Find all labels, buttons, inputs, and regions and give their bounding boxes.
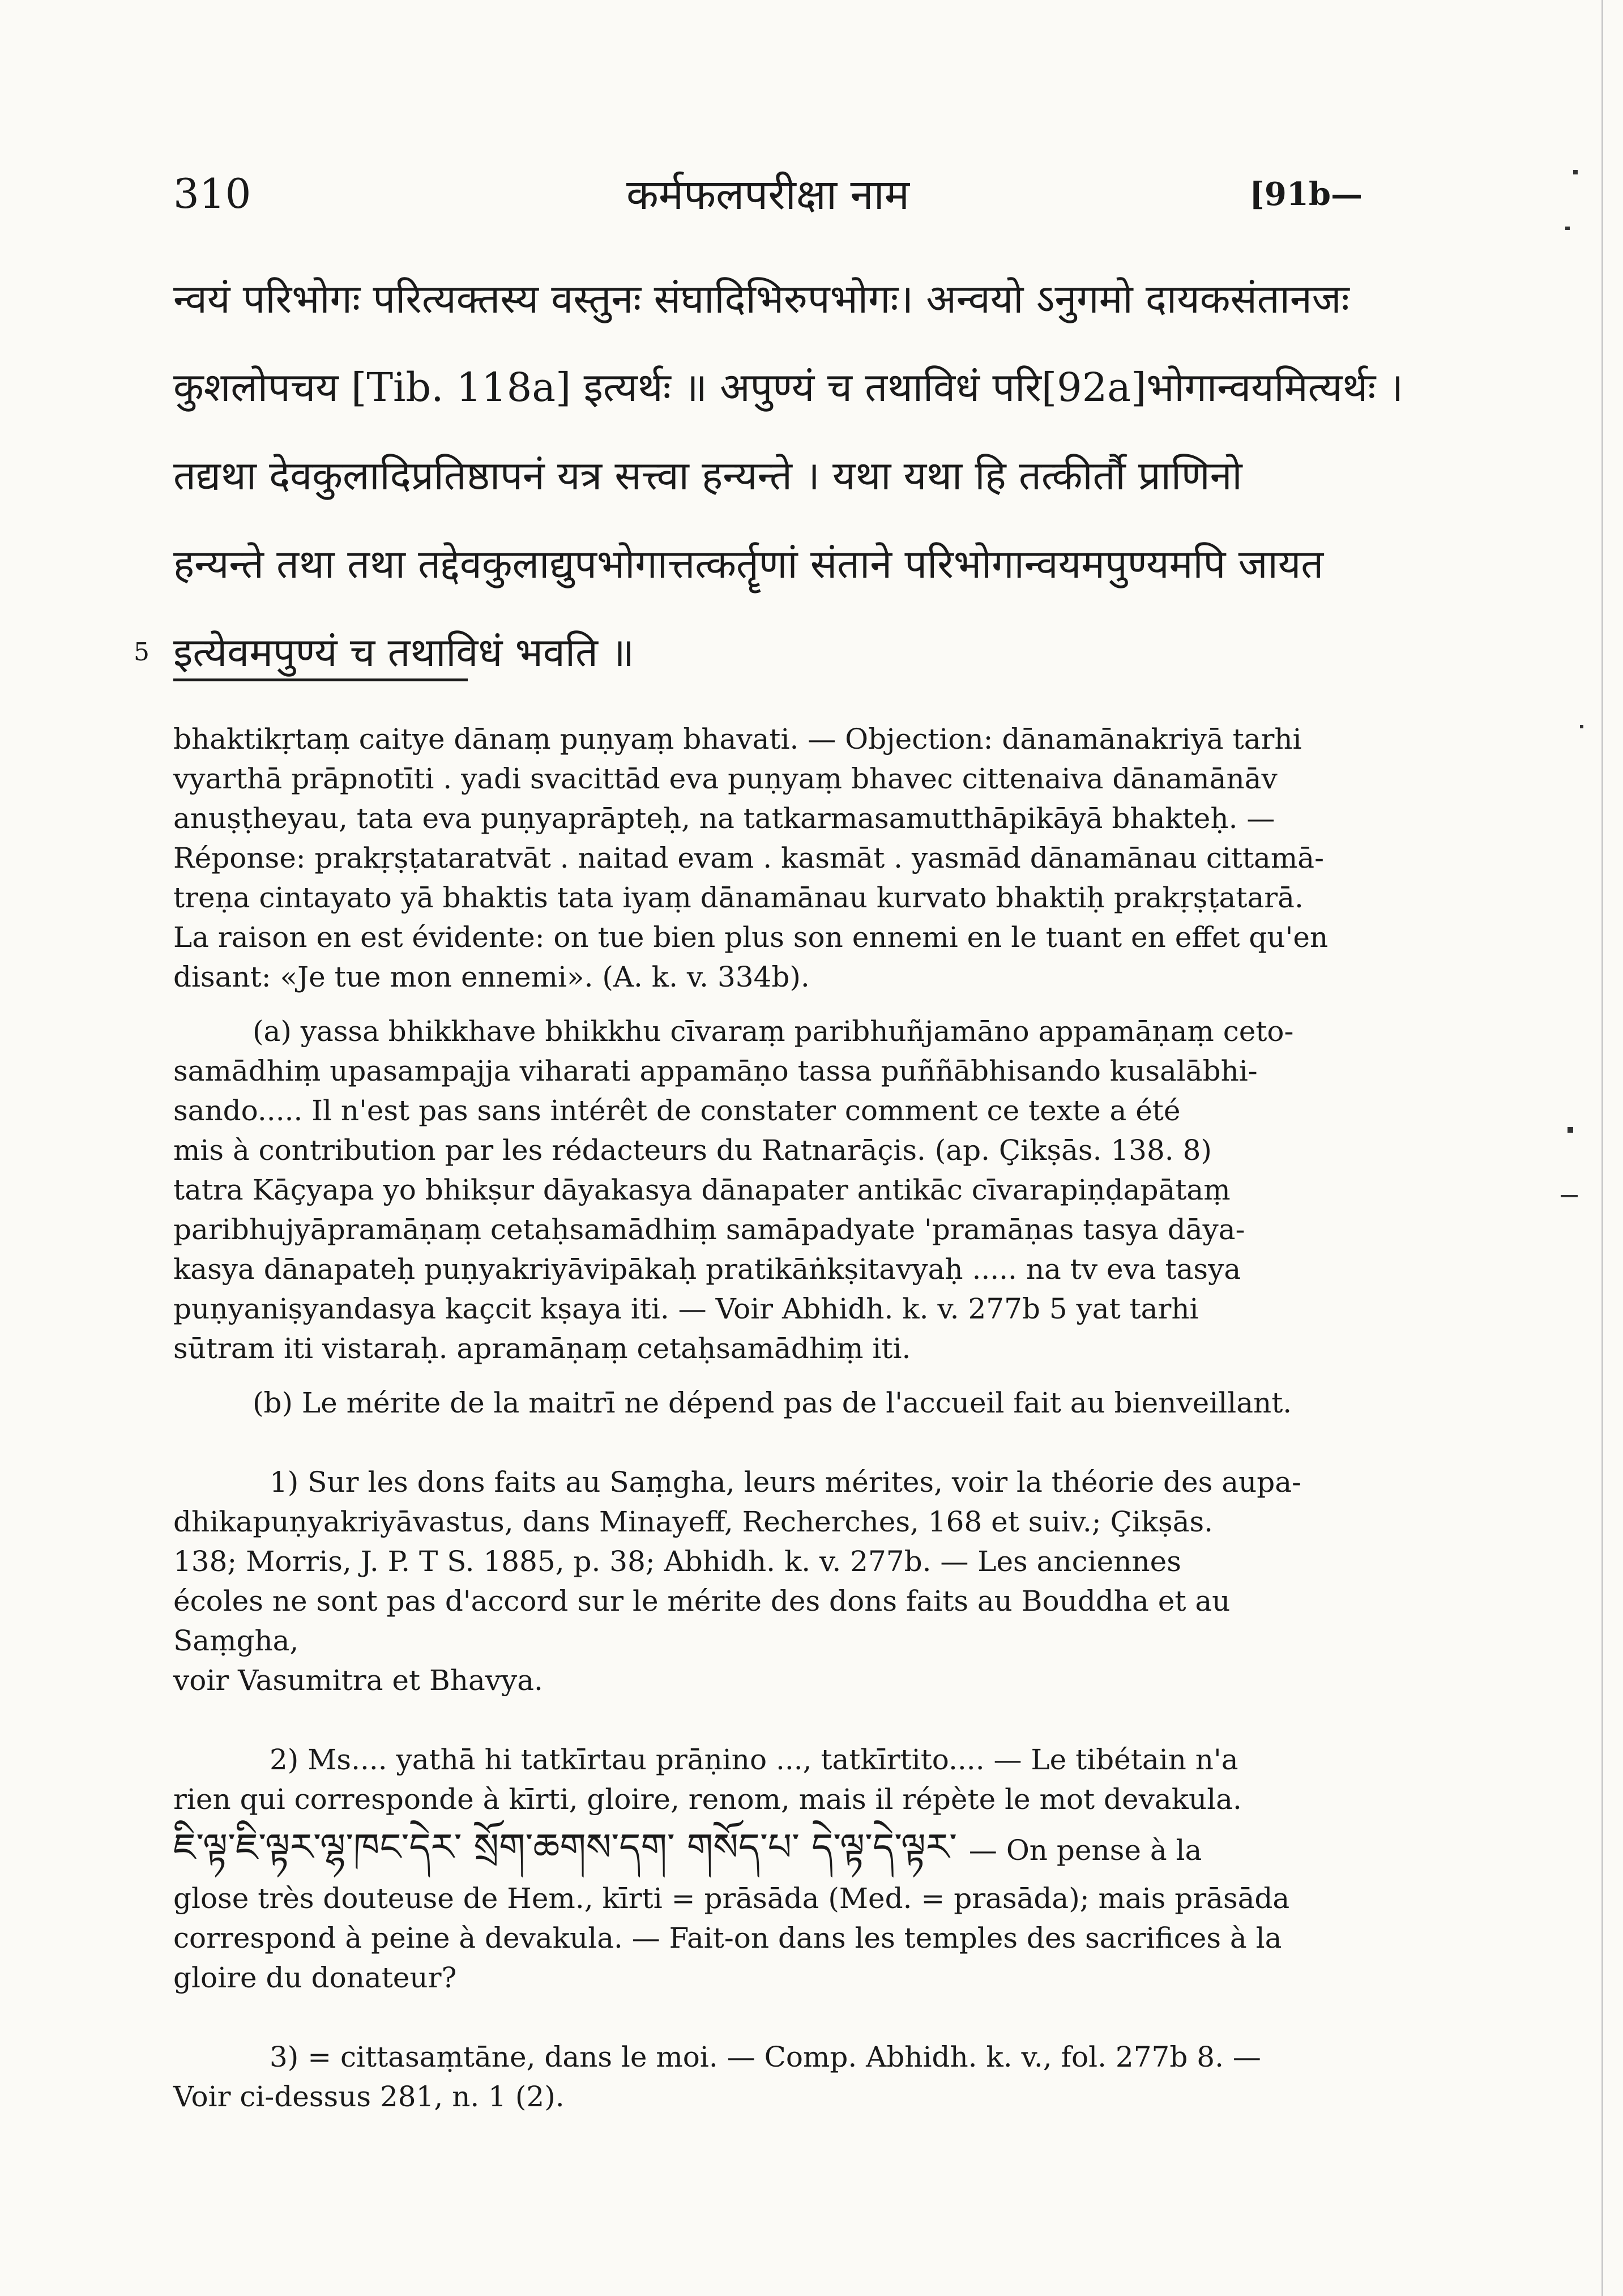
tibetan-text: ཇི་ལྟ་ཇི་ལྟར་ལྷ་ཁང་དེར་ སྲོག་ཆགས་དག་ གསོད་པ་ དེ་ལྟ་དེ་ལྟར་ bbox=[173, 1825, 957, 1869]
sanskrit-text-block bbox=[134, 255, 1404, 697]
footnote-3 bbox=[173, 2037, 1363, 2116]
note-a-line: puṇyaniṣyandasya kaçcit kṣaya iti. — Voir Abhidh. k. v. 277b 5 yat tarhi bbox=[173, 1292, 1199, 1325]
sanskrit-line: हन्यन्ते तथा तथा तद्देवकुलाद्युपभोगात्तत्कर्तॄणां संताने परिभोगान्वयमपुण्यमपि जायत bbox=[173, 541, 1324, 587]
note-b: (b) Le mérite de la maitrī ne dépend pas de l'accueil fait au bienveillant. bbox=[253, 1386, 1292, 1419]
note-a-line: sūtram iti vistaraḥ. apramāṇaṃ cetaḥsamādhiṃ iti. bbox=[173, 1332, 911, 1365]
note-a-line: mis à contribution par les rédacteurs du Ratnarāçis. (ap. Çikṣās. 138. 8) bbox=[173, 1134, 1212, 1167]
scan-speck bbox=[1580, 725, 1583, 728]
footnote-line: 2) Ms.... yathā hi tatkīrtau prāṇino ..., tatkīrtito.... — Le tibétain n'a bbox=[270, 1743, 1238, 1776]
footnote-line: dhikapuṇyakriyāvastus, dans Minayeff, Recherches, 168 et suiv.; Çikṣās. bbox=[173, 1505, 1214, 1538]
note-a bbox=[173, 1012, 1363, 1368]
scan-speck bbox=[1565, 227, 1570, 230]
footnote-2 bbox=[173, 1740, 1363, 1998]
note-a-line: sando..... Il n'est pas sans intérêt de constater comment ce texte a été bbox=[173, 1094, 1181, 1127]
sanskrit-line: तद्यथा देवकुलादिप्रतिष्ठापनं यत्र सत्त्वा हन्यन्ते । यथा यथा हि तत्कीर्तौ प्राणिनो bbox=[173, 453, 1242, 499]
page-number: 310 bbox=[173, 170, 251, 217]
line-number-marker: 5 bbox=[134, 638, 150, 667]
sanskrit-line-text: इत्येवमपुण्यं च तथाविधं भवति ॥ bbox=[173, 629, 635, 676]
sanskrit-line: न्वयं परिभोगः परित्यक्तस्य वस्तुनः संघादिभिरुपभोगः। अन्वयो ऽनुगमो दायकसंतानजः bbox=[173, 276, 1349, 322]
footnote-line: 138; Morris, J. P. T S. 1885, p. 38; Abhidh. k. v. 277b. — Les anciennes bbox=[173, 1545, 1181, 1578]
footnote-line: écoles ne sont pas d'accord sur le mérite des dons faits au Bouddha et au Saṃgha, bbox=[173, 1585, 1231, 1657]
note-main-line: Réponse: prakṛṣṭataratvāt . naitad evam . kasmāt . yasmād dānamānau cittamā- bbox=[173, 842, 1324, 874]
sanskrit-line bbox=[134, 608, 1363, 697]
scan-speck bbox=[1561, 1195, 1578, 1197]
footnote-line: Voir ci-dessus 281, n. 1 (2). bbox=[173, 2080, 565, 2113]
scan-speck bbox=[1573, 170, 1578, 174]
footnote-separator bbox=[173, 678, 468, 681]
note-a-line: paribhujyāpramāṇaṃ cetaḥsamādhiṃ samāpadyate 'pramāṇas tasya dāya- bbox=[173, 1213, 1245, 1246]
tibetan-line bbox=[173, 1819, 1363, 1879]
footnote-line: gloire du donateur? bbox=[173, 1961, 457, 1994]
folio-reference: [91b— bbox=[1249, 176, 1363, 213]
tibetan-line-tail: — On pense à la bbox=[968, 1834, 1202, 1867]
scan-speck bbox=[1568, 1127, 1573, 1133]
footnote-line: voir Vasumitra et Bhavya. bbox=[173, 1664, 543, 1697]
note-main-line: anuṣṭheyau, tata eva puṇyaprāpteḥ, na tatkarmasamutthāpikāyā bhakteḥ. — bbox=[173, 802, 1275, 835]
note-a-line: kasya dānapateḥ puṇyakriyāvipākaḥ pratikāṅkṣitavyaḥ ..... na tv eva tasya bbox=[173, 1253, 1241, 1286]
note-a-line: (a) yassa bhikkhave bhikkhu cīvaraṃ paribhuñjamāno appamāṇaṃ ceto- bbox=[253, 1015, 1294, 1048]
footnote-line: glose très douteuse de Hem., kīrti = prāsāda (Med. = prasāda); mais prāsāda bbox=[173, 1882, 1290, 1915]
note-main-line: bhaktikṛtaṃ caitye dānaṃ puṇyaṃ bhavati. — Objection: dānamānakriyā tarhi bbox=[173, 723, 1302, 756]
note-a-line: tatra Kāçyapa yo bhikṣur dāyakasya dānapater antikāc cīvarapiṇḍapātaṃ bbox=[173, 1173, 1231, 1206]
footnote-line: rien qui corresponde à kīrti, gloire, renom, mais il répète le mot devakula. bbox=[173, 1783, 1242, 1816]
footnote-line: 3) = cittasaṃtāne, dans le moi. — Comp. Abhidh. k. v., fol. 277b 8. — bbox=[270, 2041, 1261, 2073]
page-header bbox=[173, 164, 1363, 227]
right-margin-rule bbox=[1601, 0, 1603, 2296]
sanskrit-line: कुशलोपचय [Tib. 118a] इत्यर्थः ॥ अपुण्यं च तथाविधं परि[92a]भोगान्वयमित्यर्थः । bbox=[173, 364, 1404, 411]
notes-block bbox=[173, 719, 1363, 2116]
note-main-line: vyarthā prāpnotīti . yadi svacittād eva puṇyaṃ bhavec cittenaiva dānamānāv bbox=[173, 762, 1278, 795]
note-main-line: disant: «Je tue mon ennemi». (A. k. v. 334b). bbox=[173, 961, 810, 993]
footnote-line: correspond à peine à devakula. — Fait-on dans les temples des sacrifices à la bbox=[173, 1922, 1282, 1954]
note-a-line: samādhiṃ upasampajja viharati appamāṇo tassa puññābhisando kusalābhi- bbox=[173, 1055, 1258, 1087]
running-title: कर्मफलपरीक्षा नाम bbox=[626, 170, 910, 219]
note-main-line: La raison en est évidente: on tue bien plus son ennemi en le tuant en effet qu'en bbox=[173, 921, 1329, 954]
footnote-line: 1) Sur les dons faits au Saṃgha, leurs mérites, voir la théorie des aupa- bbox=[270, 1466, 1301, 1499]
note-main-line: treṇa cintayato yā bhaktis tata iyaṃ dānamānau kurvato bhaktiḥ prakṛṣṭatarā. bbox=[173, 881, 1304, 914]
footnote-1 bbox=[173, 1462, 1363, 1700]
